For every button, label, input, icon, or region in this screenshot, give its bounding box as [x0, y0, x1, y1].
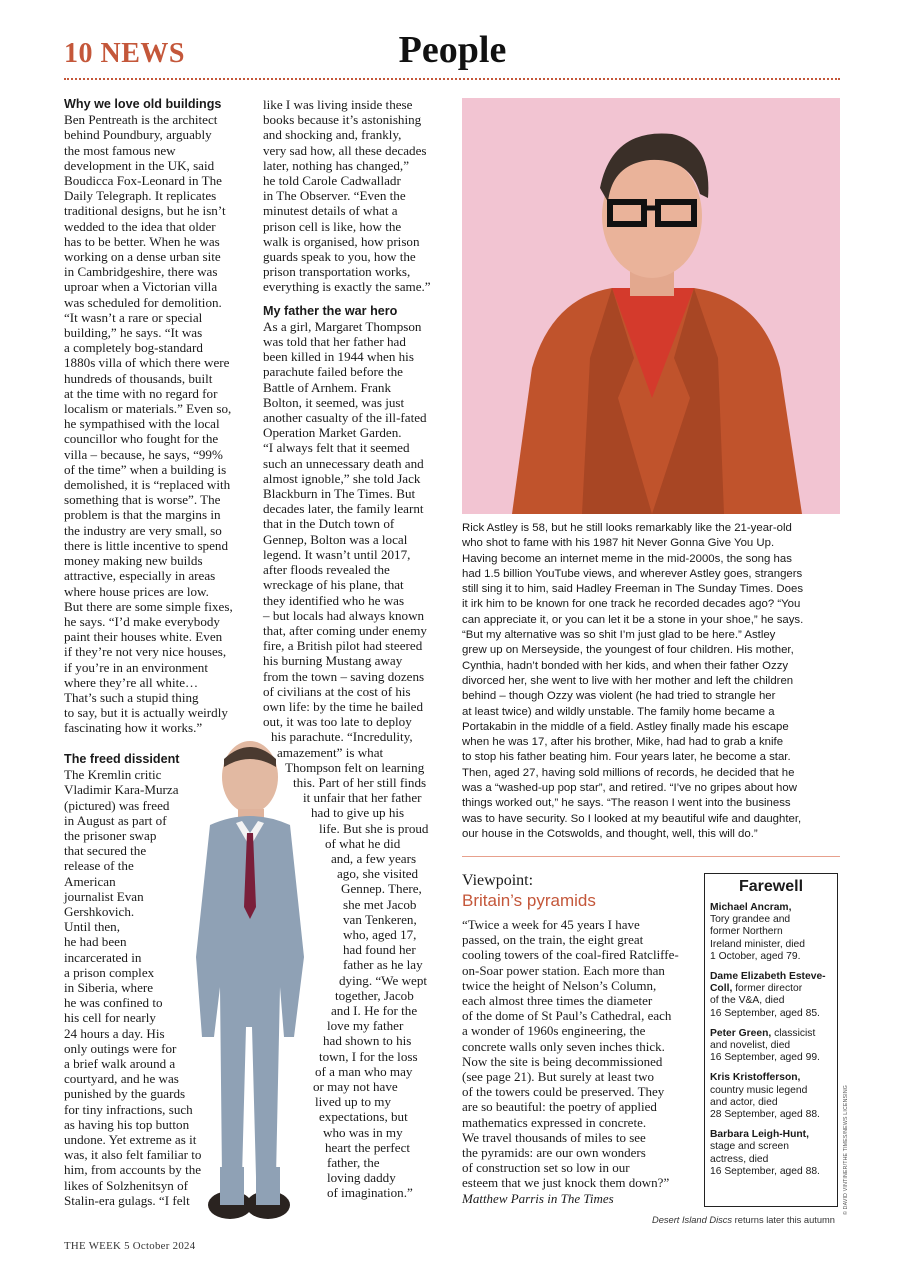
text-line: punished by the guards — [64, 1086, 186, 1102]
text-line: has to be better. When he was — [64, 233, 220, 249]
text-line: where house prices are low. — [64, 583, 209, 599]
text-line: of civilians at the cost of his — [263, 683, 411, 699]
farewell-detail: Ireland minister, died — [710, 938, 806, 950]
farewell-detail: and novelist, died — [710, 1040, 791, 1052]
photo-credit: © DAVID VINTINER/THE TIMES/NEWS LICENSING — [843, 1084, 849, 1215]
text-line: cooling towers of the coal-fired Ratcliffe- — [462, 947, 679, 963]
text-line: after floods revealed the — [263, 562, 390, 578]
text-line: to say, but it is actually weirdly — [64, 705, 228, 721]
text-line: wedded to the idea that older — [64, 218, 216, 234]
text-line: incarcerated in — [64, 949, 142, 965]
text-line: Matthew Parris in The Times — [462, 1190, 614, 1206]
text-line: money making new builds — [64, 553, 203, 569]
text-line: town, I for the loss — [319, 1048, 418, 1064]
text-line: decades later, the family learnt — [263, 501, 424, 517]
article-body — [64, 112, 246, 735]
text-line: traditional designs, but he isn’t — [64, 203, 226, 219]
text-line: twice the height of Nelson’s Column, — [462, 977, 657, 993]
text-line: villa – because, he says, “99% — [64, 446, 223, 462]
farewell-detail: stage and screen — [710, 1141, 789, 1153]
text-line: been killed in 1944 when his — [263, 349, 414, 365]
farewell-detail: 28 September, aged 88. — [710, 1109, 820, 1121]
page-footer: THE WEEK 5 October 2024 — [64, 1240, 196, 1252]
text-line: release of the — [64, 858, 134, 874]
text-line: that in the Dutch town of — [263, 516, 395, 532]
photo-caption — [462, 521, 842, 842]
text-line: at least twice) and wildly unstable. The family home became a — [462, 705, 775, 718]
text-line: in The Observer. “Even the — [263, 188, 406, 204]
text-line: of the dome of St Paul’s Cathedral, each — [462, 1008, 672, 1024]
caption-divider — [462, 856, 840, 857]
farewell-entry — [710, 1028, 832, 1065]
article-old-buildings — [64, 97, 246, 736]
text-line: councillor who fought for the — [64, 431, 219, 447]
text-line: of the towers could be preserved. They — [462, 1084, 665, 1100]
text-line: dying. “We wept — [339, 972, 428, 988]
text-line: Gennep, Bolton was a local — [263, 531, 408, 547]
text-line: who, aged 17, — [343, 926, 417, 942]
text-line: life. But she is proud — [319, 820, 429, 836]
text-line: concrete walls only seven inches thick. — [462, 1038, 665, 1054]
farewell-detail: actress, died — [710, 1153, 769, 1165]
text-line: father, the — [327, 1155, 380, 1171]
text-line: (see page 21). But surely at least two — [462, 1069, 655, 1085]
text-line: in August as part of — [64, 812, 167, 828]
text-line: guards speak to you, how the — [263, 249, 416, 265]
viewpoint-title: Britain’s pyramids — [462, 891, 596, 910]
farewell-detail: of the V&A, died — [710, 995, 785, 1007]
text-line: Bolton, it seemed, was just — [263, 394, 405, 410]
text-line: of what he did — [325, 835, 401, 851]
text-line: Operation Market Garden. — [263, 425, 402, 441]
text-line: another casualty of the ill-fated — [263, 410, 427, 426]
text-line: Then, aged 27, having sold millions of records, he decided that he — [462, 766, 795, 779]
farewell-name: Peter Green, — [710, 1027, 772, 1039]
text-line: was scheduled for demolition. — [64, 294, 222, 310]
text-line: something that is worse”. The — [64, 492, 221, 508]
text-line: had found her — [343, 942, 416, 958]
text-line: father as he lay — [343, 957, 423, 973]
text-line: loving daddy — [327, 1170, 396, 1186]
farewell-detail: country music legend — [710, 1084, 808, 1096]
text-line: later, nothing has changed,” — [263, 157, 410, 173]
farewell-detail: classicist — [774, 1027, 816, 1039]
text-line: there is little incentive to spend — [64, 537, 228, 553]
text-line: fire, a British pilot had steered — [263, 638, 423, 654]
text-line: That’s such a stupid thing — [64, 689, 199, 705]
text-line: Gershkovich. — [64, 904, 135, 920]
text-line: it unfair that her father — [303, 790, 422, 806]
text-line: legend. It wasn’t until 2017, — [263, 546, 411, 562]
text-line: when he was 17, after his brother, Mike, had had to grab a knife — [462, 736, 784, 749]
text-line: had shown to his — [323, 1033, 412, 1049]
text-line: was to have security. So I looked at my beautiful wife and daughter, — [462, 812, 802, 825]
text-line: (pictured) was freed — [64, 797, 170, 813]
text-line: very sad how, all these decades — [263, 142, 427, 158]
text-line: the pyramids: are our own wonders — [462, 1145, 646, 1161]
text-line: everything is exactly the same.” — [263, 279, 431, 295]
farewell-entry — [710, 1129, 832, 1178]
text-line: passed, on the train, the eight great — [462, 932, 644, 948]
farewell-entry — [710, 902, 832, 963]
text-line: demolished, it is “replaced with — [64, 477, 231, 493]
text-line: Now the site is being decommissioned — [462, 1053, 663, 1069]
text-line: that secured the — [64, 843, 147, 859]
text-line: if they’re not very nice houses, — [64, 644, 227, 660]
text-line: Blackburn in The Times. But — [263, 486, 416, 502]
text-line: on-Soar power station. Each more than — [462, 962, 665, 978]
farewell-detail: 16 September, aged 85. — [710, 1007, 820, 1019]
text-line: they identified who he was — [263, 592, 405, 608]
text-line: minutest details of what a — [263, 203, 398, 219]
farewell-detail: and actor, died — [710, 1096, 778, 1108]
text-line: problem is that the margins in — [64, 507, 221, 523]
text-line: “But my alternative was so shit I’m just glad to be here.” Astley — [462, 629, 776, 642]
text-line: and shocking and, frankly, — [263, 127, 402, 143]
text-line: As a girl, Margaret Thompson — [263, 318, 422, 334]
farewell-detail: 16 September, aged 99. — [710, 1052, 820, 1064]
text-line: where they’re all white… — [64, 674, 199, 690]
farewell-detail: Tory grandee and — [710, 914, 791, 926]
text-line: Cynthia, hadn’t bonded with her kids, and when their father Ozzy — [462, 659, 789, 672]
text-line: it irk him to be known for one track he recorded decades ago? “You — [462, 598, 801, 611]
text-line: books because it’s astonishing — [263, 112, 422, 128]
article-body-continued — [263, 97, 449, 295]
farewell-name: Dame Elizabeth Esteve-Coll, — [710, 971, 826, 995]
text-line: Battle of Arnhem. Frank — [263, 379, 392, 395]
text-line: Stalin-era gulags. “I felt — [64, 1192, 190, 1208]
farewell-detail: former Northern — [710, 926, 783, 938]
text-line: together, Jacob — [335, 987, 414, 1003]
text-line: van Tenkeren, — [343, 911, 417, 927]
text-line: prison cell is like, how the — [263, 218, 402, 234]
text-line: out, it was too late to deploy — [263, 714, 412, 730]
text-line: for tiny infractions, such — [64, 1101, 193, 1117]
viewpoint-kicker: Viewpoint: — [462, 872, 534, 889]
farewell-title: Farewell — [738, 878, 804, 895]
text-line: development in the UK, said — [64, 157, 215, 173]
farewell-box — [704, 873, 838, 1207]
text-line: paint their houses white. Even — [64, 629, 223, 645]
text-line: hundreds of thousands, built — [64, 370, 213, 386]
text-line: was a “washed-up pop star”, and retired. “I’ve no gripes about how — [462, 782, 797, 795]
text-line: divorced her, she went to live with her mother and left the children — [462, 674, 794, 687]
text-line: of imagination.” — [327, 1185, 413, 1201]
text-line: Gennep. There, — [341, 881, 422, 897]
text-line: each almost three times the diameter — [462, 993, 653, 1009]
text-line: lived up to my — [315, 1094, 392, 1110]
farewell-detail: 1 October, aged 79. — [710, 950, 801, 962]
text-line: 24 hours a day. His — [64, 1025, 165, 1041]
text-line: had to give up his — [311, 805, 405, 821]
article-freed-dissident — [64, 752, 249, 1208]
text-line: still sing it to him, said Hadley Freeman in The Sunday Times. Does — [462, 583, 804, 596]
text-line: attractive, especially in areas — [64, 568, 216, 584]
farewell-entry — [710, 1072, 832, 1121]
text-line: walk is organised, how prison — [263, 233, 420, 249]
text-line: Until then, — [64, 919, 121, 935]
section-number: 10 — [64, 38, 93, 69]
text-line: his burning Mustang away — [263, 653, 403, 669]
text-line: 1880s villa of which there were — [64, 355, 230, 371]
text-line: if you’re in an environment — [64, 659, 208, 675]
text-line: can appreciate it, or you can let it be a stone in your shoe,” he says. — [462, 613, 804, 626]
text-line: localism or materials.” Even so, — [64, 401, 232, 417]
text-line: she met Jacob — [343, 896, 417, 912]
text-line: that, after coming under enemy — [263, 622, 427, 638]
farewell-detail: former director — [735, 983, 803, 995]
text-line: as having his top button — [64, 1116, 190, 1132]
text-line: in Cambridgeshire, there was — [64, 264, 218, 280]
text-line: a brief walk around a — [64, 1056, 176, 1072]
text-line: a wonder of 1960s engineering, the — [462, 1023, 646, 1039]
text-line: esteem that we just knock them down?” — [462, 1175, 670, 1191]
text-line: he was confined to — [64, 995, 163, 1011]
text-line: Thompson felt on learning — [285, 759, 425, 775]
text-line: of construction set so low in our — [462, 1160, 630, 1176]
text-line: he says. “I’d make everybody — [64, 613, 220, 629]
text-line: mathematics expressed in concrete. — [462, 1114, 647, 1130]
text-line: heart the perfect — [325, 1139, 411, 1155]
text-line: his parachute. “Incredulity, — [271, 729, 413, 745]
text-line: was told that her father had — [263, 334, 406, 350]
text-line: such an unnecessary death and — [263, 455, 424, 471]
viewpoint-body — [462, 917, 698, 1206]
text-line: who was in my — [323, 1124, 403, 1140]
text-line: of the time” when a building is — [64, 461, 227, 477]
farewell-entry — [710, 971, 832, 1020]
farewell-name: Michael Ancram, — [710, 902, 792, 913]
text-line: in Siberia, where — [64, 980, 154, 996]
text-line: the prisoner swap — [64, 828, 157, 844]
text-line: love my father — [327, 1018, 404, 1034]
text-line: he told Carole Cadwalladr — [263, 173, 401, 189]
text-line: working on a dense urban site — [64, 249, 221, 265]
text-line: had 1.5 billion YouTube views, and wherever Astley goes, strangers — [462, 567, 803, 580]
text-line: and I. He for the — [331, 1002, 418, 1018]
text-line: “I always felt that it seemed — [263, 440, 410, 456]
text-line: are so beautiful: the poetry of applied — [462, 1099, 657, 1115]
text-line: a prison complex — [64, 964, 155, 980]
farewell-list — [710, 902, 832, 1178]
text-line: the industry are very small, so — [64, 522, 222, 538]
text-line: like I was living inside these — [263, 97, 413, 112]
column-two — [263, 97, 449, 1201]
text-line: “It wasn’t a rare or special — [64, 309, 203, 325]
text-line: Daily Telegraph. It replicates — [64, 188, 217, 204]
text-line: or may not have — [313, 1079, 398, 1094]
text-line: expectations, but — [319, 1109, 408, 1125]
text-line: journalist Evan — [64, 888, 144, 904]
text-line: to stop his father beating him. Four years later, he become a star. — [462, 751, 791, 764]
text-line: amazement” is what — [277, 744, 384, 760]
text-line: American — [64, 873, 116, 889]
text-line: Having become an internet meme in the mid-2000s, the song has — [462, 552, 792, 565]
article-body — [64, 767, 249, 1208]
article-heading: Why we love old buildings — [64, 97, 222, 111]
text-line: own life: by the time he bailed — [263, 698, 423, 714]
text-line: likes of Solzhenitsyn of — [64, 1177, 189, 1193]
farewell-name: Barbara Leigh-Hunt, — [710, 1129, 809, 1141]
text-line: this. Part of her still finds — [293, 774, 427, 790]
farewell-name: Kris Kristofferson, — [710, 1072, 801, 1084]
text-line: the most famous new — [64, 142, 176, 158]
text-line: building,” he says. “It was — [64, 325, 203, 341]
text-line: undone. Yet extreme as it — [64, 1132, 197, 1148]
text-line: our house in the Cotswolds, and thought, well, this will do.” — [462, 827, 758, 840]
text-line: uproar when a Victorian villa — [64, 279, 218, 295]
text-line: almost ignoble,” she told Jack — [263, 470, 421, 486]
text-line: fascinating how it works.” — [64, 720, 203, 736]
text-line: a completely bog-standard — [64, 340, 203, 356]
text-line: Portakabin in the middle of a field. Astley finally made his escape — [462, 720, 789, 733]
header-divider — [64, 78, 840, 80]
text-line: courtyard, and he was — [64, 1071, 179, 1087]
text-line: The Kremlin critic — [64, 767, 162, 783]
text-line: of a man who may — [315, 1063, 413, 1079]
text-line: from the town – saving dozens — [263, 668, 425, 684]
article-heading: The freed dissident — [64, 752, 180, 766]
footnote: Desert Island Discs returns later this autumn — [652, 1215, 835, 1225]
farewell-detail: 16 September, aged 88. — [710, 1165, 820, 1177]
section-name: NEWS — [100, 38, 185, 69]
text-line: behind Poundbury, arguably — [64, 127, 212, 143]
text-line: things worked out,” he says. “The reason I went into the business — [462, 797, 791, 810]
text-line: his cell for nearly — [64, 1010, 156, 1026]
text-line: he sympathised with the local — [64, 416, 220, 432]
text-line: who shot to fame with his 1987 hit Never Gonna Give You Up. — [462, 537, 775, 550]
text-line: “Twice a week for 45 years I have — [462, 917, 640, 932]
text-line: only outings were for — [64, 1040, 177, 1056]
text-line: ago, she visited — [337, 866, 419, 882]
text-line: prison transportation works, — [263, 264, 411, 280]
text-line: he had been — [64, 934, 127, 950]
text-line: – but locals had always known — [263, 607, 425, 623]
text-line: at the time with no regard for — [64, 385, 218, 401]
text-line: parachute failed before the — [263, 364, 403, 380]
text-line: was, it also felt familiar to — [64, 1147, 202, 1163]
text-line: Vladimir Kara-Murza — [64, 782, 179, 798]
text-line: But there are some simple fixes, — [64, 598, 233, 614]
article-heading: My father the war hero — [263, 303, 398, 318]
page-title: People — [398, 29, 507, 71]
text-line: Ben Pentreath is the architect — [64, 112, 218, 128]
text-line: him, from accounts by the — [64, 1162, 202, 1178]
text-line: Rick Astley is 58, but he still looks remarkably like the 21-year-old — [462, 522, 792, 534]
rick-astley-photo — [462, 98, 840, 514]
text-line: We travel thousands of miles to see — [462, 1129, 646, 1145]
text-line: grew up on Merseyside, the youngest of four children. His mother, — [462, 644, 794, 657]
text-line: behind – though Ozzy was violent (he had tried to strangle her — [462, 690, 776, 703]
article-body — [263, 319, 449, 1201]
text-line: wreckage of his plane, that — [263, 577, 404, 593]
text-line: Boudicca Fox-Leonard in The — [64, 173, 222, 189]
text-line: and, a few years — [331, 850, 417, 866]
